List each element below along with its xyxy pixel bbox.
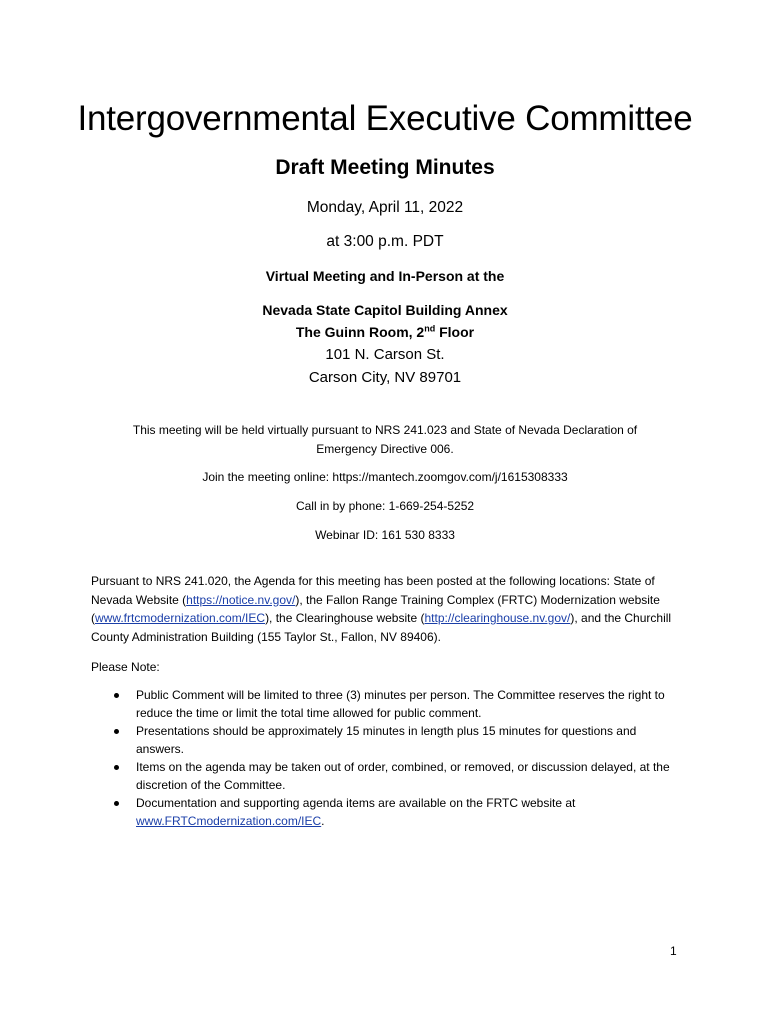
meeting-type: Virtual Meeting and In-Person at the xyxy=(265,268,505,284)
posting-text-3: ), the Clearinghouse website ( xyxy=(265,611,425,625)
list-item xyxy=(110,686,675,722)
notes-list xyxy=(110,686,675,830)
frtc-website-link[interactable]: www.FRTCmodernization.com/IEC xyxy=(136,814,322,828)
bullet-icon xyxy=(114,693,119,698)
venue-building: Nevada State Capitol Building Annex xyxy=(262,302,508,318)
note-documentation: Documentation and supporting agenda items are available on the FRTC website at xyxy=(136,796,576,810)
clearinghouse-link[interactable]: http://clearinghouse.nv.gov/ xyxy=(424,611,571,625)
list-item xyxy=(110,722,675,758)
posting-text-4: ), and the Churchill County Administration Building (155 Taylor St., Fallon, NV 89406). xyxy=(91,611,672,644)
venue-room-sup: nd xyxy=(424,323,436,334)
bullet-icon xyxy=(114,801,119,806)
call-in-info: Call in by phone: 1-669-254-5252 xyxy=(295,499,475,513)
bullet-icon xyxy=(114,765,119,770)
posting-paragraph xyxy=(91,572,681,646)
meeting-time: at 3:00 p.m. PDT xyxy=(326,233,444,250)
notice-nv-link[interactable]: https://notice.nv.gov/ xyxy=(186,592,296,607)
virtual-meeting-notice: This meeting will be held virtually pursuant to NRS 241.023 and State of Nevada Declaration of Emergency Directive 006. xyxy=(132,423,638,456)
venue-room xyxy=(0,322,770,342)
document-title: Intergovernmental Executive Committee xyxy=(77,99,693,138)
note-agenda-order: Items on the agenda may be taken out of order, combined, or removed, or discussion delayed, at the discretion of the Committee. xyxy=(136,760,670,792)
address-street: 101 N. Carson St. xyxy=(325,346,445,363)
note-documentation-end: . xyxy=(321,814,325,828)
please-note-label: Please Note: xyxy=(91,660,160,674)
bullet-icon xyxy=(114,729,119,734)
list-item xyxy=(110,758,675,794)
frtc-modernization-link[interactable]: www.frtcmodernization.com/IEC xyxy=(95,611,266,625)
join-online-info: Join the meeting online: https://mantech.zoomgov.com/j/1615308333 xyxy=(202,470,568,484)
address-city: Carson City, NV 89701 xyxy=(308,369,462,386)
venue-room-prefix: The Guinn Room, 2 xyxy=(295,324,425,340)
meeting-date: Monday, April 11, 2022 xyxy=(306,199,464,216)
note-presentations: Presentations should be approximately 15 minutes in length plus 15 minutes for questions and answers. xyxy=(136,724,637,756)
note-public-comment: Public Comment will be limited to three (3) minutes per person. The Committee reserves the right to reduce the time or limit the total time allowed for public comment. xyxy=(136,688,665,720)
list-item xyxy=(110,794,675,830)
posting-text-1: Pursuant to NRS 241.020, the Agenda for this meeting has been posted at the following locations: State of Nevada Website ( xyxy=(91,574,655,607)
webinar-id: Webinar ID: 161 530 8333 xyxy=(315,528,455,542)
document-subtitle: Draft Meeting Minutes xyxy=(275,156,495,179)
posting-text-2: ), the Fallon Range Training Complex (FRTC) Modernization website ( xyxy=(91,592,660,625)
page-number: 1 xyxy=(670,944,677,958)
venue-room-suffix: Floor xyxy=(435,324,475,340)
